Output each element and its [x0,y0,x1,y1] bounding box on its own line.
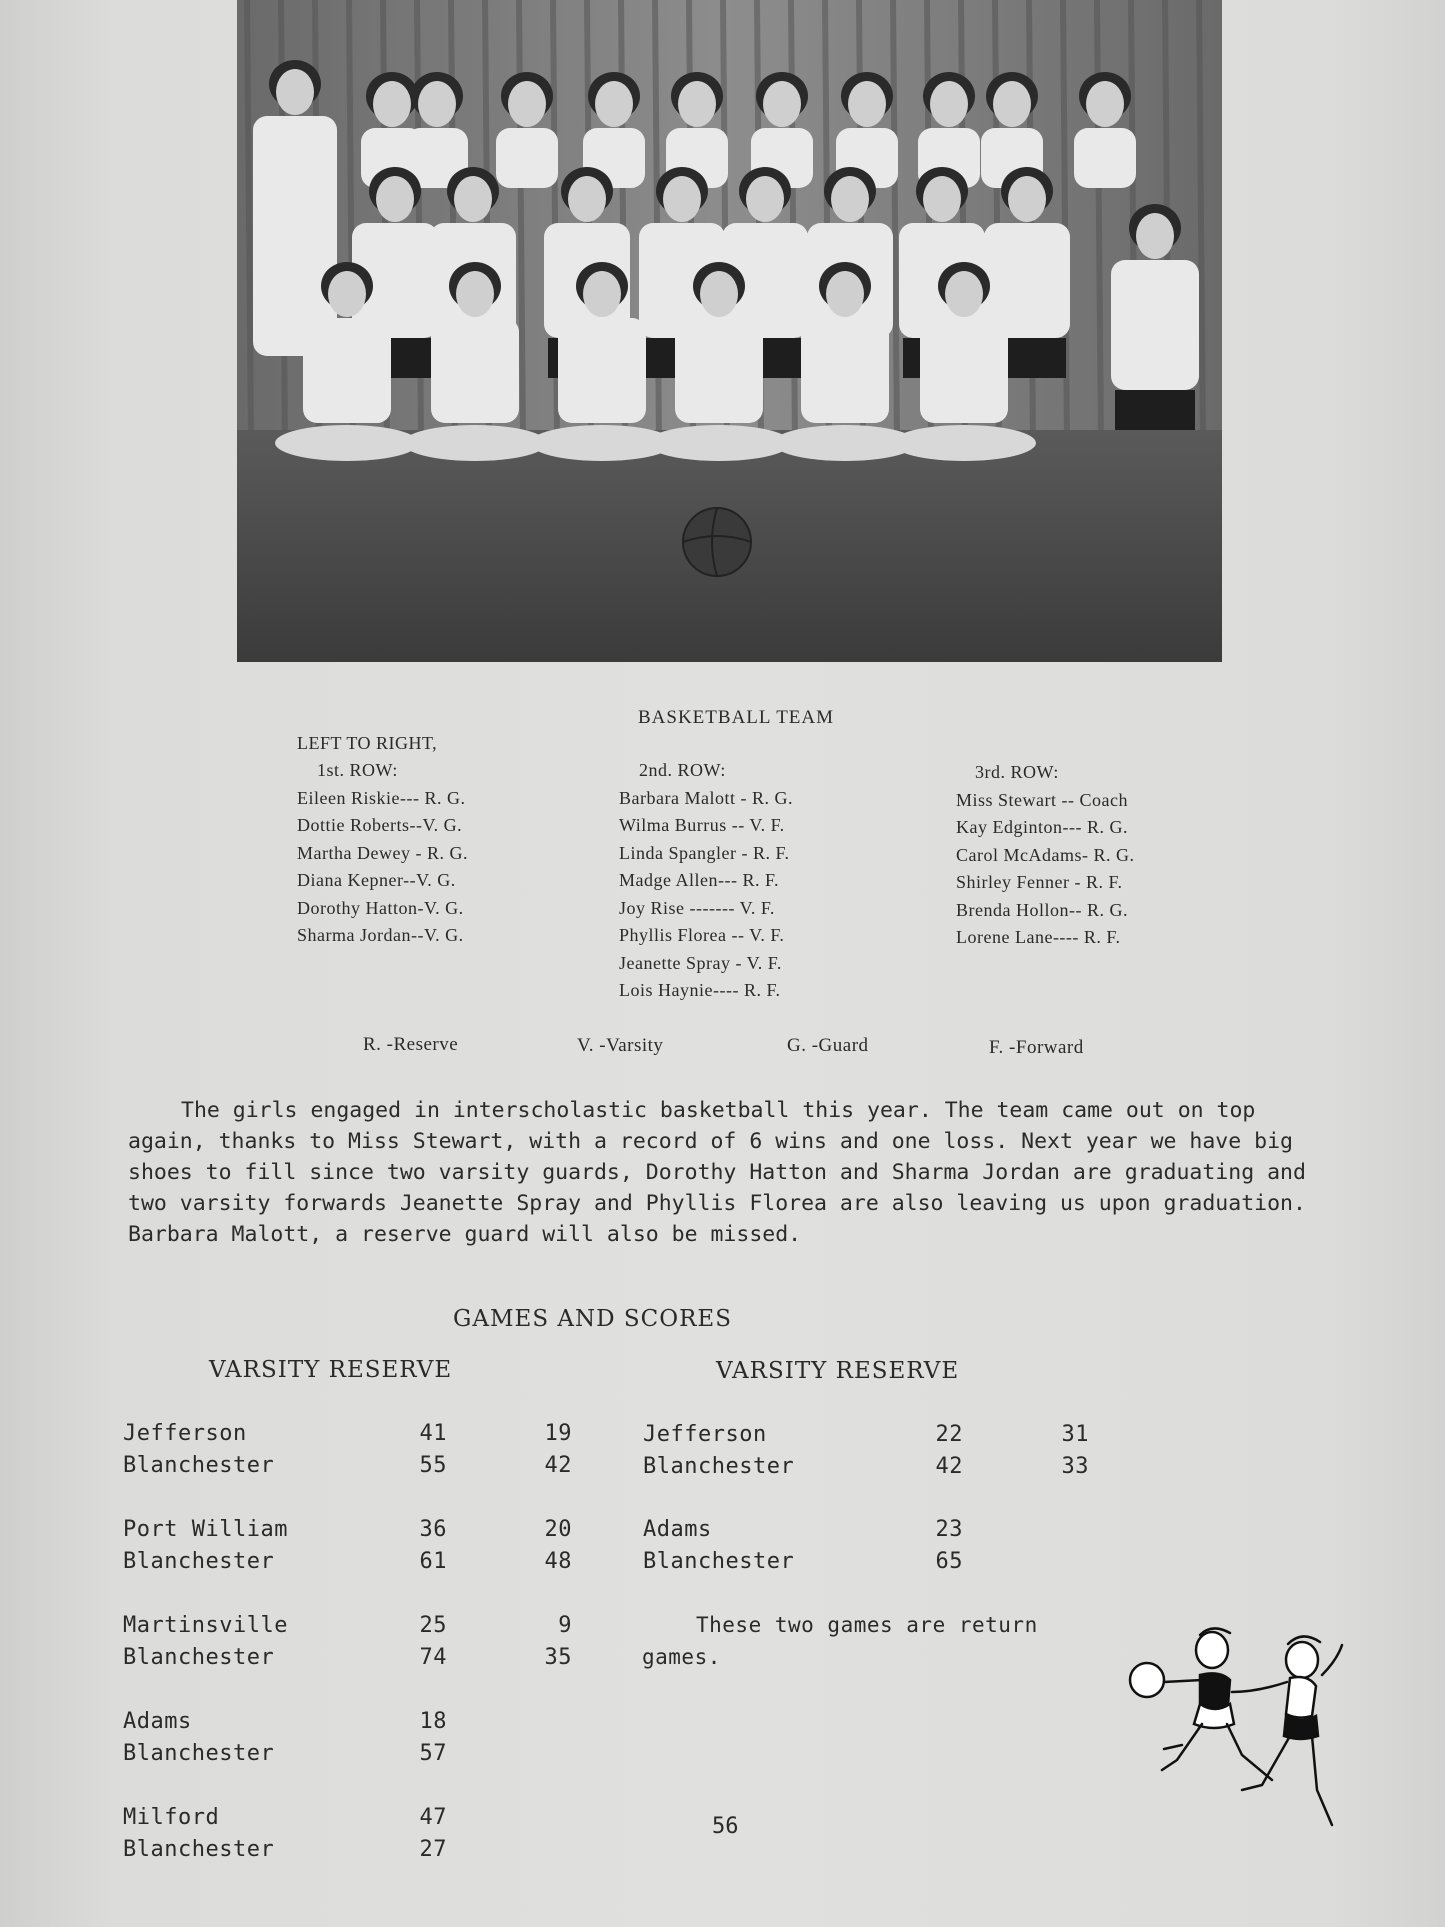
note-text: These two games are return games. [642,1613,1038,1669]
reserve-score: 33 [1061,1454,1089,1479]
row2-header: 2nd. ROW: [639,760,726,780]
reserve-score: 20 [544,1517,572,1542]
games-heading: GAMES AND SCORES [453,1306,732,1332]
row3-entry: Carol McAdams- R. G. [956,844,1135,865]
basketball-girls-cartoon [1122,1620,1372,1850]
team-name: Blanchester [123,1837,275,1862]
varsity-score: 36 [419,1517,447,1542]
team-name: Milford [123,1805,220,1830]
row2-entry: Barbara Malott - R. G. [619,787,793,808]
reserve-score: 9 [558,1613,572,1638]
varsity-score: 57 [419,1741,447,1766]
varsity-score: 25 [419,1613,447,1638]
caption-left-to-right: LEFT TO RIGHT, [297,733,438,753]
row1-entry: Martha Dewey - R. G. [297,842,468,863]
reserve-score: 31 [1061,1422,1089,1447]
legend-reserve: R. -Reserve [363,1034,459,1055]
caption-row2 [619,757,793,1005]
row2-entry: Joy Rise ------- V. F. [619,897,775,918]
team-name: Adams [123,1709,192,1734]
varsity-score: 18 [419,1709,447,1734]
caption-row1 [297,757,468,950]
row3-entry: Miss Stewart -- Coach [956,789,1128,810]
team-name: Blanchester [123,1741,275,1766]
column-header-left: VARSITY RESERVE [209,1357,453,1383]
legend-guard: G. -Guard [787,1035,869,1056]
varsity-score: 22 [935,1422,963,1447]
summary-text: The girls engaged in interscholastic basketball this year. The team came out on top again, thanks to Miss Stewart, with a record of 6 wins and one loss. Next year we have big shoes to fill since two varsity guards, Dorothy Hatton and Sharma Jordan are graduating and two varsity forwards Jeanette Spray and Phyllis Florea are also leaving us upon graduation. Barbara Malott, a reserve guard will also be missed. [128,1098,1306,1247]
varsity-score: 27 [419,1837,447,1862]
team-name: Jefferson [643,1422,767,1447]
varsity-score: 65 [935,1549,963,1574]
varsity-score: 47 [419,1805,447,1830]
legend-forward: F. -Forward [989,1037,1084,1058]
varsity-score: 55 [419,1453,447,1478]
row2-entry: Lois Haynie---- R. F. [619,980,781,1000]
row3-entry: Shirley Fenner - R. F. [956,872,1123,892]
row1-entry: Dorothy Hatton-V. G. [297,897,464,918]
team-photo [237,0,1222,662]
row2-entry: Wilma Burrus -- V. F. [619,815,785,835]
row2-entry: Phyllis Florea -- V. F. [619,925,785,945]
column-header-right: VARSITY RESERVE [716,1358,960,1384]
page-number: 56 [712,1814,739,1839]
caption-title: BASKETBALL TEAM [638,707,835,728]
varsity-score: 42 [935,1454,963,1479]
varsity-score: 74 [419,1645,447,1670]
varsity-score: 61 [419,1549,447,1574]
row2-entry: Jeanette Spray - V. F. [619,952,782,973]
caption-row3 [956,759,1134,952]
team-name: Blanchester [123,1549,275,1574]
row2-entry: Madge Allen--- R. F. [619,870,780,890]
row2-entry: Linda Spangler - R. F. [619,842,790,863]
reserve-score: 42 [544,1453,572,1478]
team-name: Blanchester [123,1453,275,1478]
row1-entry: Sharma Jordan--V. G. [297,925,464,945]
row3-header: 3rd. ROW: [975,762,1059,782]
return-games-note [642,1609,1097,1673]
legend-varsity: V. -Varsity [577,1035,664,1056]
reserve-score: 35 [544,1645,572,1670]
team-name: Jefferson [123,1421,247,1446]
row1-entry: Dottie Roberts--V. G. [297,815,463,835]
team-member-figure [406,72,468,188]
row1-header: 1st. ROW: [317,760,398,780]
row1-entry: Eileen Riskie--- R. G. [297,787,466,808]
reserve-score: 48 [544,1549,572,1574]
varsity-score: 41 [419,1421,447,1446]
team-name: Port William [123,1517,288,1542]
row1-entry: Diana Kepner--V. G. [297,870,456,890]
row3-entry: Lorene Lane---- R. F. [956,927,1121,947]
team-member-figure [496,72,558,188]
team-name: Blanchester [123,1645,275,1670]
varsity-score: 23 [935,1517,963,1542]
team-name: Blanchester [643,1454,795,1479]
team-name: Martinsville [123,1613,288,1638]
team-name: Blanchester [643,1549,795,1574]
row3-entry: Kay Edginton--- R. G. [956,817,1128,837]
team-member-figure [1074,72,1136,188]
row3-entry: Brenda Hollon-- R. G. [956,899,1128,920]
team-name: Adams [643,1517,712,1542]
reserve-score: 19 [544,1421,572,1446]
summary-paragraph [128,1095,1338,1250]
